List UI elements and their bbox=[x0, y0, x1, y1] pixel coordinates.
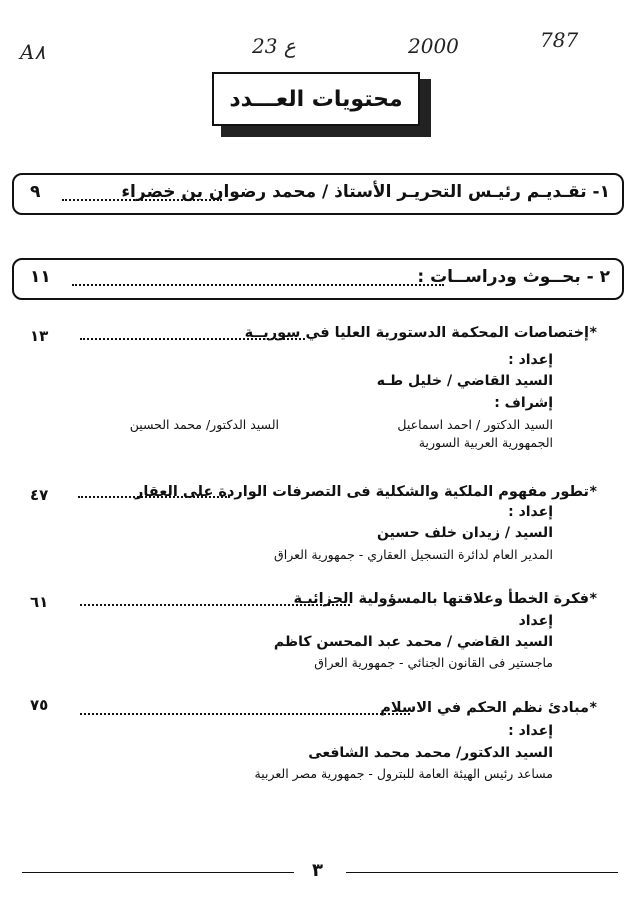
supervisor: السيد الدكتور/ محمد الحسين bbox=[129, 417, 279, 432]
entry-page-number: ٤٧ bbox=[30, 486, 49, 504]
entry-page-number: ٦١ bbox=[30, 593, 49, 611]
entry-title: فكرة الخطأ وعلاقتها بالمسؤولية الجزائيـة bbox=[293, 591, 589, 607]
leader-dots bbox=[78, 496, 230, 498]
section-preface-page: ٩ bbox=[30, 182, 41, 202]
entry-author: السيد الدكتور/ محمد محمد الشافعى bbox=[308, 745, 553, 761]
entry-affiliation: ماجستير فى القانون الجنائي - جمهورية العراق bbox=[314, 655, 553, 670]
entry-author: السيد القاضي / محمد عبد المحسن كاظم bbox=[273, 634, 553, 650]
entry-page-number: ١٣ bbox=[30, 327, 49, 345]
section-preface bbox=[12, 173, 624, 215]
prepared-by-label: إعداد bbox=[518, 613, 553, 629]
entry-author: السيد / زيدان خلف حسين bbox=[377, 525, 553, 541]
handwritten-year: 2000 bbox=[408, 34, 459, 58]
footer-rule-left bbox=[22, 872, 294, 873]
prepared-by-label: إعداد : bbox=[508, 723, 553, 739]
entry-affiliation: الجمهورية العربية السورية bbox=[418, 435, 553, 450]
section-preface-label: ١- تقـديـم رئيـس التحريـر الأستاذ / محمد رضوان بن خضراء bbox=[121, 182, 610, 202]
handwritten-issue-number: 23 ع bbox=[252, 34, 296, 58]
entry-affiliation: المدير العام لدائرة التسجيل العقاري - جمهورية العراق bbox=[274, 547, 553, 562]
section-research bbox=[12, 258, 624, 300]
entry-page-number: ٧٥ bbox=[30, 696, 49, 714]
prepared-by-label: إعداد : bbox=[508, 352, 553, 368]
entry-bullet: * bbox=[589, 325, 597, 341]
handwritten-page-ref: 787 bbox=[540, 28, 579, 52]
supervisor: السيد الدكتور / احمد اسماعيل bbox=[397, 417, 553, 432]
leader-dots bbox=[72, 284, 444, 286]
page-title: محتويات العـــدد bbox=[212, 72, 420, 126]
entry-bullet: * bbox=[589, 484, 597, 500]
prepared-by-label: إعداد : bbox=[508, 504, 553, 520]
entry-bullet: * bbox=[589, 591, 597, 607]
entry-title: إختصاصات المحكمة الدستورية العليا في سوريــة bbox=[244, 325, 589, 341]
footer-rule-right bbox=[346, 872, 618, 873]
entry-author: السيد القاضي / خليل طـه bbox=[376, 373, 553, 389]
entry-affiliation: مساعد رئيس الهيئة العامة للبترول - جمهورية مصر العربية bbox=[254, 766, 553, 781]
leader-dots bbox=[80, 713, 410, 715]
supervision-label: إشراف : bbox=[494, 395, 553, 411]
entry-title: مبادئ نظم الحكم في الاسلام bbox=[380, 700, 589, 716]
leader-dots bbox=[80, 604, 350, 606]
footer-page-number: ٣ bbox=[312, 860, 323, 881]
leader-dots bbox=[80, 338, 305, 340]
section-research-label: ٢ - بحــوث ودراســات : bbox=[417, 267, 610, 287]
handwritten-note-left: A٨ bbox=[20, 40, 46, 64]
entry-title: تطور مفهوم الملكية والشكلية فى التصرفات الواردة على العقار bbox=[134, 484, 589, 500]
leader-dots bbox=[62, 199, 222, 201]
section-research-page: ١١ bbox=[30, 267, 51, 287]
entry-bullet: * bbox=[589, 700, 597, 716]
